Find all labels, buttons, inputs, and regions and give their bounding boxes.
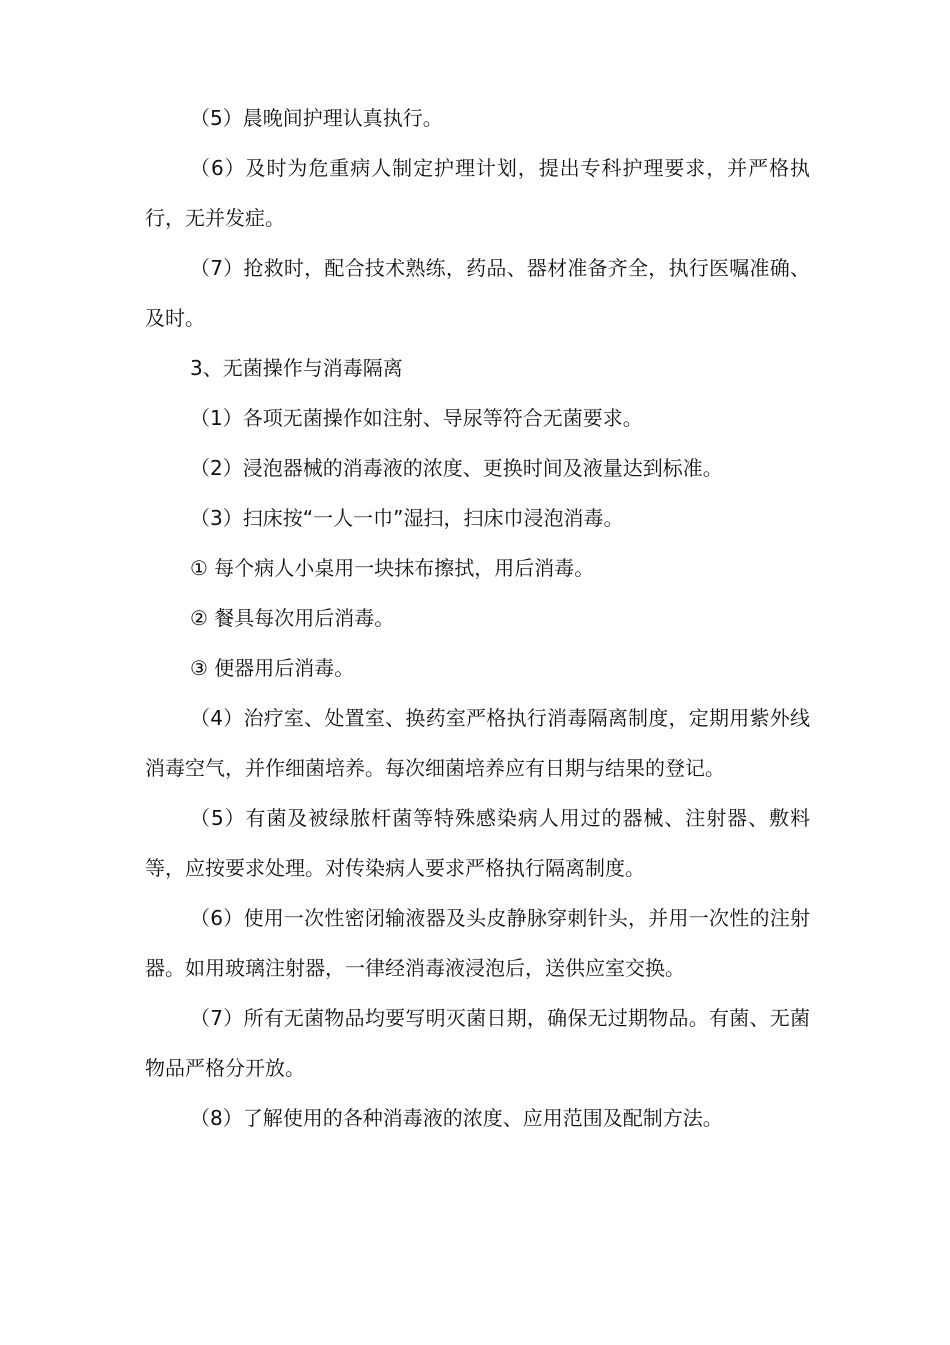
paragraph-5: （5）晨晚间护理认真执行。: [190, 106, 443, 130]
document-body: [145, 93, 810, 1143]
paragraph-6: （6）及时为危重病人制定护理计划，提出专科护理要求，并严格执行，无并发症。: [145, 156, 810, 230]
paragraph-aseptic-1: （1）各项无菌操作如注射、导尿等符合无菌要求。: [190, 406, 643, 430]
paragraph-aseptic-2: （2）浸泡器械的消毒液的浓度、更换时间及液量达到标准。: [190, 456, 723, 480]
paragraph-7: （7）抢救时，配合技术熟练，药品、器材准备齐全，执行医嘱准确、及时。: [145, 256, 810, 330]
paragraph-aseptic-6: （6）使用一次性密闭输液器及头皮静脉穿刺针头，并用一次性的注射器。如用玻璃注射器，一律经消毒液浸泡后，送供应室交换。: [145, 906, 810, 980]
paragraph-aseptic-8: （8）了解使用的各种消毒液的浓度、应用范围及配制方法。: [190, 1106, 723, 1130]
section-heading: 3、无菌操作与消毒隔离: [190, 356, 403, 380]
paragraph-aseptic-4: （4）治疗室、处置室、换药室严格执行消毒隔离制度，定期用紫外线消毒空气，并作细菌培养。每次细菌培养应有日期与结果的登记。: [145, 706, 810, 780]
paragraph-aseptic-3: （3）扫床按“一人一巾”湿扫，扫床巾浸泡消毒。: [190, 506, 624, 530]
list-item-circled-2: ② 餐具每次用后消毒。: [190, 606, 395, 630]
list-item-circled-3: ③ 便器用后消毒。: [190, 656, 355, 680]
paragraph-aseptic-5: （5）有菌及被绿脓杆菌等特殊感染病人用过的器械、注射器、敷料等，应按要求处理。对传染病人要求严格执行隔离制度。: [145, 806, 810, 880]
paragraph-aseptic-7: （7）所有无菌物品均要写明灭菌日期，确保无过期物品。有菌、无菌物品严格分开放。: [145, 1006, 810, 1080]
list-item-circled-1: ① 每个病人小桌用一块抹布擦拭，用后消毒。: [190, 556, 595, 580]
